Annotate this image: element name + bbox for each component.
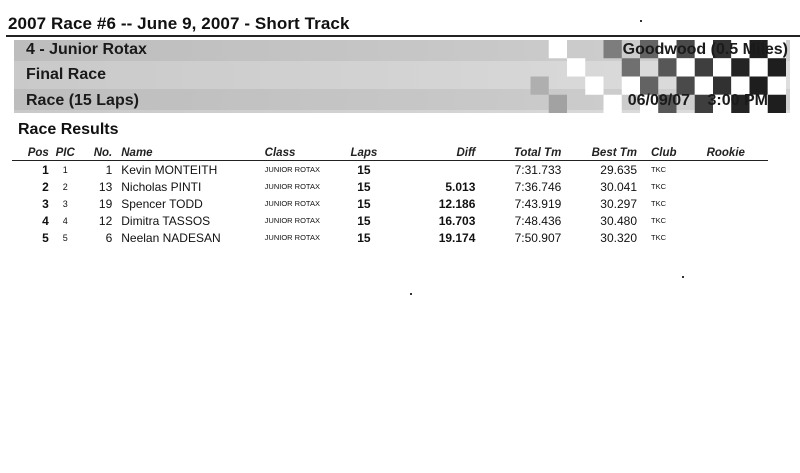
cell-rookie: [707, 178, 768, 195]
cell-class: JUNIOR ROTAX: [264, 165, 320, 174]
cell-name: Neelan NADESAN: [121, 230, 221, 245]
cell-class: JUNIOR ROTAX: [264, 216, 320, 225]
cell-club: TKC: [651, 233, 666, 242]
cell-total-time: 7:36.746: [514, 179, 562, 194]
scan-speck: [682, 276, 684, 278]
cell-diff: 19.174: [438, 230, 476, 245]
scan-speck: [410, 293, 412, 295]
cell-no: 19: [98, 196, 113, 211]
cell-name: Dimitra TASSOS: [121, 213, 211, 228]
table-row: [12, 195, 768, 212]
cell-rookie: [707, 161, 768, 179]
cell-laps: 15: [357, 230, 371, 245]
track-name: Goodwood (0.5 Miles): [622, 41, 788, 58]
col-no: No.: [82, 146, 113, 161]
cell-class: JUNIOR ROTAX: [264, 233, 320, 242]
col-rookie: Rookie: [707, 146, 768, 161]
table-row: [12, 229, 768, 246]
race-date: 06/09/07: [627, 92, 690, 109]
col-best-time: Best Tm: [561, 146, 637, 161]
race-category: 4 - Junior Rotax: [26, 41, 147, 58]
cell-no: 13: [98, 179, 113, 194]
cell-pos: 3: [42, 196, 49, 211]
flag-square: [622, 58, 640, 76]
cell-pic: 3: [62, 198, 68, 209]
cell-laps: 15: [357, 162, 371, 177]
col-pic: PIC: [49, 146, 82, 161]
table-row: [12, 212, 768, 229]
cell-no: 1: [105, 162, 113, 177]
flag-square: [731, 58, 749, 76]
flag-square: [531, 77, 549, 95]
col-name: Name: [112, 146, 264, 161]
cell-pic: 2: [62, 181, 68, 192]
flag-square: [713, 58, 731, 76]
table-row: [12, 178, 768, 195]
cell-diff: 12.186: [438, 196, 476, 211]
section-heading: Race Results: [18, 121, 119, 138]
col-diff: Diff: [389, 146, 475, 161]
flag-square: [585, 77, 603, 95]
document-title: 2007 Race #6 -- June 9, 2007 - Short Track: [8, 14, 350, 33]
results-table: [12, 146, 768, 246]
col-club: Club: [637, 146, 707, 161]
cell-rookie: [707, 212, 768, 229]
flag-square: [658, 58, 676, 76]
flag-square: [768, 77, 786, 95]
cell-no: 12: [98, 213, 113, 228]
cell-diff: 5.013: [445, 179, 476, 194]
flag-square: [768, 58, 786, 76]
flag-square: [549, 95, 567, 113]
cell-pic: 1: [62, 164, 68, 175]
cell-no: 6: [105, 230, 113, 245]
cell-name: Kevin MONTEITH: [121, 162, 218, 177]
cell-name: Nicholas PINTI: [121, 179, 202, 194]
flag-square: [604, 95, 622, 113]
cell-best-time: 30.041: [600, 179, 637, 194]
col-class: Class: [265, 146, 339, 161]
cell-laps: 15: [357, 179, 371, 194]
title-divider: [6, 35, 800, 37]
table-row: [12, 161, 768, 179]
cell-pic: 5: [62, 232, 68, 243]
cell-pos: 1: [42, 162, 49, 177]
cell-name: Spencer TODD: [121, 196, 203, 211]
cell-best-time: 29.635: [600, 162, 637, 177]
cell-pic: 4: [62, 215, 68, 226]
cell-laps: 15: [357, 196, 371, 211]
cell-club: TKC: [651, 216, 666, 225]
cell-best-time: 30.480: [600, 213, 637, 228]
cell-rookie: [707, 195, 768, 212]
race-time: 3:00 PM: [707, 92, 768, 109]
table-header-row: [12, 146, 768, 161]
flag-square: [695, 58, 713, 76]
cell-best-time: 30.320: [600, 230, 637, 245]
cell-total-time: 7:50.907: [514, 230, 562, 245]
session-name: Final Race: [26, 66, 107, 83]
cell-club: TKC: [651, 199, 666, 208]
cell-total-time: 7:48.436: [514, 213, 562, 228]
cell-diff: 16.703: [438, 213, 476, 228]
race-laps: Race (15 Laps): [26, 92, 139, 109]
cell-class: JUNIOR ROTAX: [264, 182, 320, 191]
cell-rookie: [707, 229, 768, 246]
col-total-time: Total Tm: [475, 146, 561, 161]
cell-best-time: 30.297: [600, 196, 637, 211]
flag-square: [549, 40, 567, 58]
cell-pos: 4: [42, 213, 49, 228]
cell-class: JUNIOR ROTAX: [264, 199, 320, 208]
col-pos: Pos: [12, 146, 49, 161]
cell-club: TKC: [651, 165, 666, 174]
cell-pos: 5: [42, 230, 49, 245]
scan-speck: [640, 20, 642, 22]
cell-pos: 2: [42, 179, 49, 194]
cell-laps: 15: [357, 213, 371, 228]
flag-square: [604, 40, 622, 58]
flag-square: [677, 58, 695, 76]
flag-square: [768, 95, 786, 113]
flag-square: [750, 58, 768, 76]
cell-club: TKC: [651, 182, 666, 191]
race-info-banner: [14, 40, 790, 113]
cell-total-time: 7:43.919: [514, 196, 562, 211]
col-laps: Laps: [338, 146, 389, 161]
cell-total-time: 7:31.733: [514, 162, 562, 177]
flag-square: [567, 58, 585, 76]
cell-diff: [389, 161, 475, 179]
